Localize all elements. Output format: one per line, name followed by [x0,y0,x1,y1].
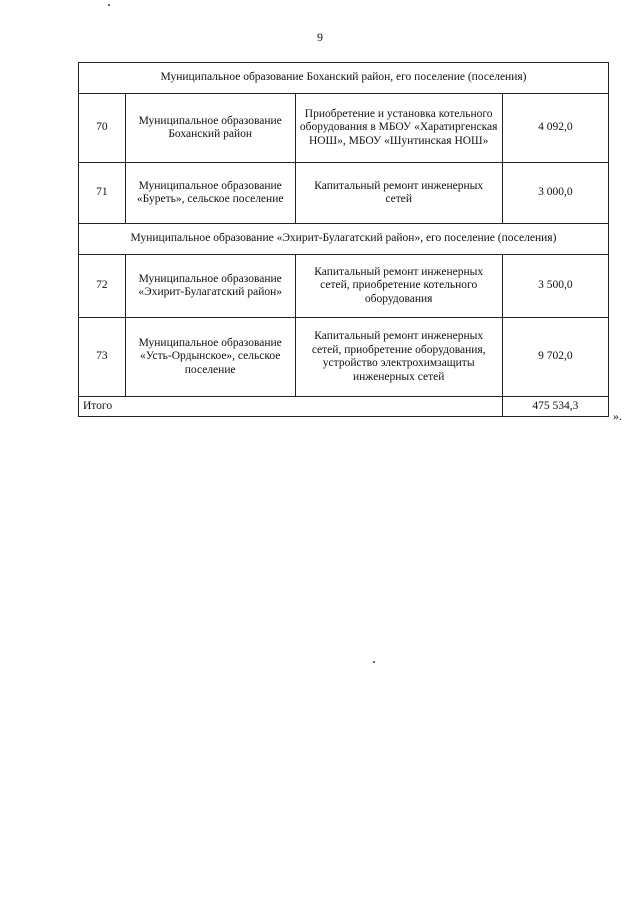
row-number: 72 [79,255,126,318]
allocation-table [78,62,609,417]
total-row [79,397,609,417]
municipality-cell: Муниципальное образование «Буреть», сельское поселение [125,163,295,224]
section-title: Муниципальное образование Боханский район, его поселение (поселения) [79,63,609,94]
section-header-row [79,224,609,255]
work-description-cell: Капитальный ремонт инженерных сетей, приобретение оборудования, устройство электрохимзащиты инженерных сетей [295,318,502,397]
section-header-row [79,63,609,94]
table-row [79,255,609,318]
row-number: 73 [79,318,126,397]
table-row [79,94,609,163]
work-description-cell: Приобретение и установка котельного оборудования в МБОУ «Харатиргенская НОШ», МБОУ «Шунтинская НОШ» [295,94,502,163]
total-label: Итого [79,397,503,417]
closing-quote-mark: ». [613,409,622,423]
table-row [79,318,609,397]
table-row [79,163,609,224]
section-title: Муниципальное образование «Эхирит-Булагатский район», его поселение (поселения) [79,224,609,255]
amount-cell: 3 500,0 [502,255,608,318]
row-number: 70 [79,94,126,163]
municipality-cell: Муниципальное образование «Усть-Ордынское», сельское поселение [125,318,295,397]
work-description-cell: Капитальный ремонт инженерных сетей [295,163,502,224]
municipality-cell: Муниципальное образование Боханский район [125,94,295,163]
row-number: 71 [79,163,126,224]
work-description-cell: Капитальный ремонт инженерных сетей, приобретение котельного оборудования [295,255,502,318]
municipality-cell: Муниципальное образование «Эхирит-Булагатский район» [125,255,295,318]
amount-cell: 3 000,0 [502,163,608,224]
amount-cell: 4 092,0 [502,94,608,163]
total-value: 475 534,3 [502,397,608,417]
scan-speck [373,661,375,663]
amount-cell: 9 702,0 [502,318,608,397]
page-number: 9 [317,30,323,44]
scan-speck [108,4,110,6]
